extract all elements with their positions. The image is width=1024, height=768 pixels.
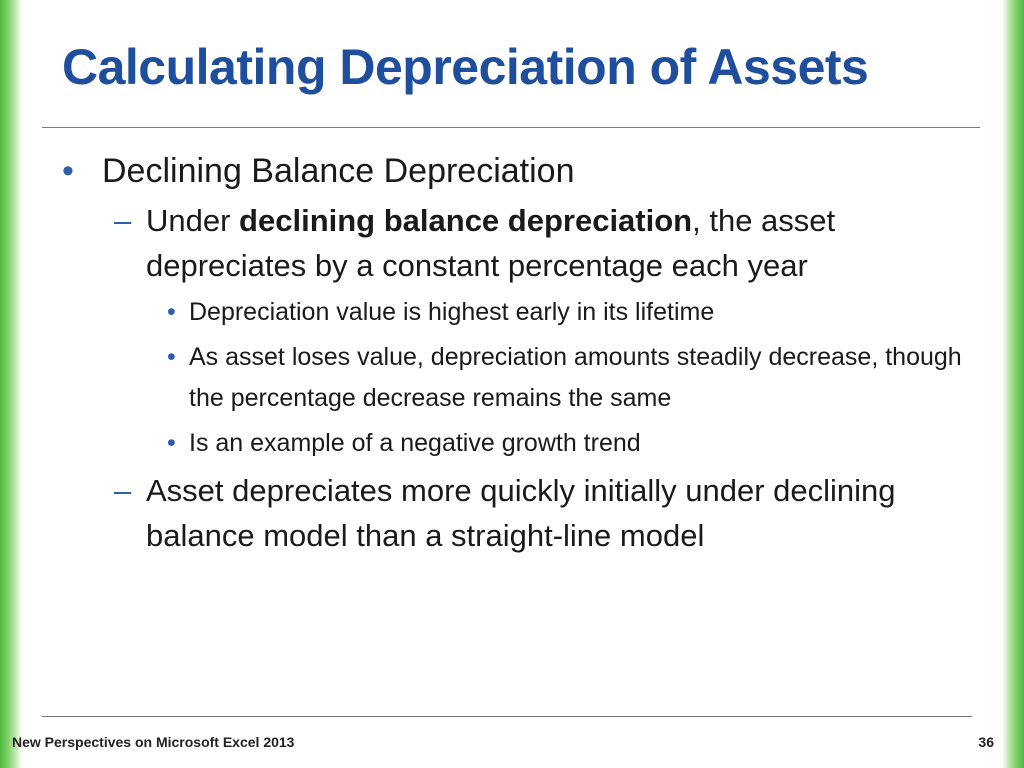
bullet-icon: • xyxy=(167,429,176,457)
bullet-text: As asset loses value, depreciation amounts steadily decrease, though the percentage decrease remains the same xyxy=(189,343,962,412)
bullet-text-suffix: , the asset depreciates by a constant percentage each year xyxy=(146,203,836,283)
bullet-level1-declining-balance xyxy=(62,148,962,194)
dash-icon: – xyxy=(114,203,132,238)
slide-title: Calculating Depreciation of Assets xyxy=(62,39,869,95)
bullet-level3-decreasing-amounts xyxy=(167,337,962,419)
bullet-icon: • xyxy=(62,152,74,190)
bullet-text: Asset depreciates more quickly initially under declining balance model than a straight-line model xyxy=(146,473,896,553)
bullet-text: Is an example of a negative growth trend xyxy=(189,429,641,457)
bullet-text: Declining Balance Depreciation xyxy=(102,152,575,190)
slide-content xyxy=(62,148,962,562)
page-number: 36 xyxy=(978,734,994,750)
footer-text: New Perspectives on Microsoft Excel 2013 xyxy=(12,734,295,750)
bullet-icon: • xyxy=(167,298,176,326)
bullet-text: Depreciation value is highest early in its lifetime xyxy=(189,298,715,326)
bullet-icon: • xyxy=(167,343,176,371)
bullet-level3-highest-early xyxy=(167,292,962,333)
title-divider xyxy=(42,127,980,128)
bullet-level2-definition xyxy=(114,198,962,288)
bullet-level3-negative-growth xyxy=(167,423,962,464)
footer-divider xyxy=(42,716,972,717)
bullet-level2-comparison xyxy=(114,468,962,558)
bullet-text-prefix: Under xyxy=(146,203,240,238)
dash-icon: – xyxy=(114,473,132,508)
left-green-border xyxy=(0,0,22,768)
bullet-text-emphasis: declining balance depreciation xyxy=(239,203,693,238)
right-green-border xyxy=(1002,0,1024,768)
